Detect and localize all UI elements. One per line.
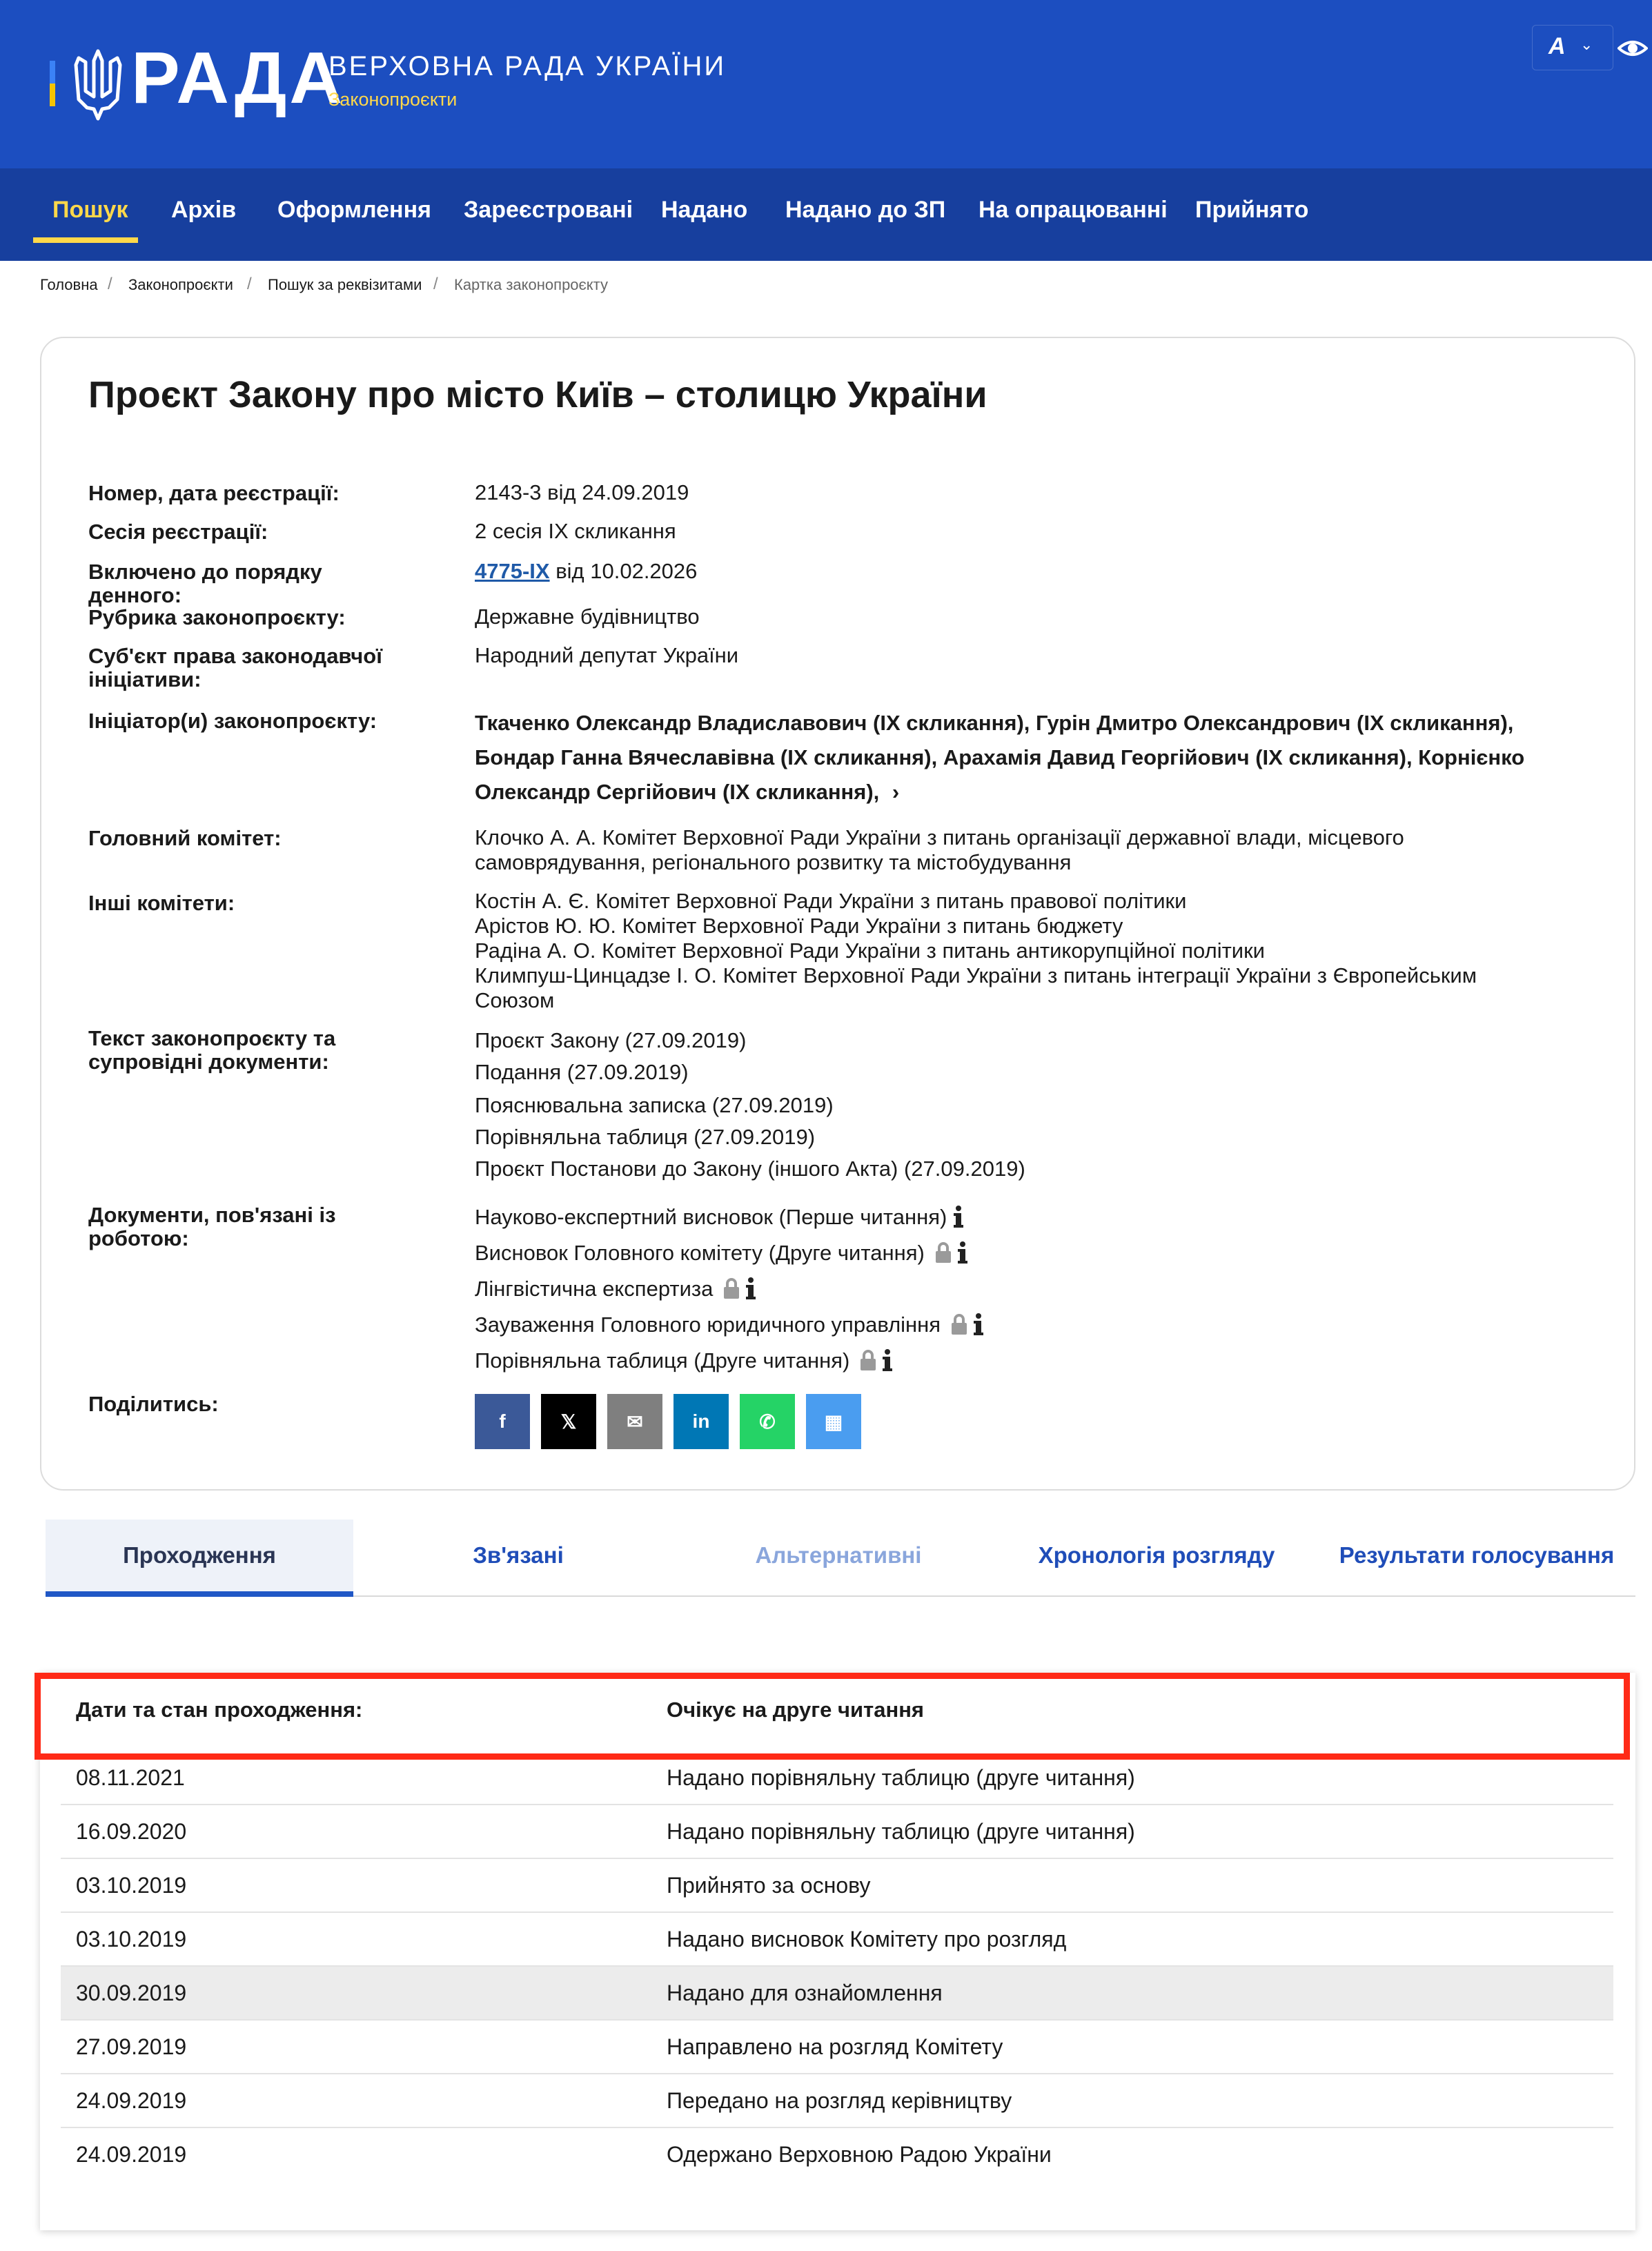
- info-icon[interactable]: [883, 1348, 892, 1372]
- session-label: Сесія реєстрації:: [88, 520, 268, 544]
- info-icon[interactable]: [974, 1313, 983, 1336]
- info-icon[interactable]: [954, 1205, 963, 1228]
- whatsapp-icon: ✆: [740, 1394, 795, 1449]
- info-icon[interactable]: [958, 1241, 967, 1264]
- agenda-label: Включено до порядку денного:: [88, 560, 322, 607]
- page-title: Проєкт Закону про місто Київ – столицю України: [88, 374, 987, 415]
- info-icon[interactable]: [746, 1277, 756, 1300]
- row-status: Одержано Верховною Радою України: [667, 2142, 1052, 2167]
- other-committees-label: Інші комітети:: [88, 891, 235, 915]
- row-date: 16.09.2020: [76, 1819, 187, 1844]
- subject-value: Народний депутат України: [475, 643, 739, 667]
- row-status: Передано на розгляд керівництву: [667, 2088, 1012, 2113]
- breadcrumb-bills[interactable]: Законопроєкти: [128, 276, 233, 293]
- breadcrumb-current: Картка законопроєкту: [454, 276, 608, 293]
- x-icon: 𝕏: [541, 1394, 596, 1449]
- tab-alternative[interactable]: Альтернативні: [755, 1542, 922, 1568]
- eye-accessibility-icon[interactable]: [1617, 36, 1648, 61]
- share-facebook-button[interactable]: [475, 1394, 530, 1449]
- related-doc-item: [475, 1277, 756, 1301]
- chevron-down-icon: ⌄: [1580, 36, 1593, 53]
- logo-text[interactable]: РАДА: [131, 37, 345, 119]
- related-docs-label: Документи, пов'язані із роботою:: [88, 1203, 336, 1250]
- initiators-line: Бондар Ганна Вячеславівна (IX скликання), Арахамія Давид Георгійович (IX скликання), Корнієнко: [475, 745, 1525, 769]
- tab-progress[interactable]: Проходження: [46, 1520, 353, 1597]
- tab-chronology[interactable]: Хронологія розгляду: [1038, 1542, 1275, 1568]
- font-size-toggle[interactable]: [1532, 25, 1613, 70]
- nav-item-archive[interactable]: Архів: [171, 197, 237, 223]
- other-committee-item: Радіна А. О. Комітет Верховної Ради України з питань антикорупційної політики: [475, 938, 1265, 963]
- facebook-icon: f: [475, 1394, 530, 1449]
- agenda-link[interactable]: 4775-IX: [475, 559, 550, 583]
- agenda-date: від 10.02.2026: [549, 559, 698, 583]
- other-committee-item: Арістов Ю. Ю. Комітет Верховної Ради України з питань бюджету: [475, 914, 1123, 938]
- texts-label: Текст законопроєкту та супровідні документи:: [88, 1026, 336, 1074]
- lock-icon: [861, 1350, 876, 1370]
- site-subtitle[interactable]: Законопроєкти: [328, 89, 458, 110]
- related-doc-item: [475, 1205, 963, 1230]
- related-doc-link[interactable]: Науково-експертний висновок (Перше читання): [475, 1205, 947, 1229]
- breadcrumb-separator: /: [108, 275, 112, 293]
- tab-active-indicator: [46, 1591, 353, 1597]
- row-status: Надано порівняльну таблицю (друге читання): [667, 1765, 1135, 1790]
- nav-item-formatting[interactable]: Оформлення: [277, 197, 431, 223]
- row-status: Надано для ознайомлення: [667, 1980, 943, 2005]
- breadcrumb-home[interactable]: Головна: [40, 276, 98, 293]
- table-row: [61, 1967, 1613, 2021]
- highlight-box: [35, 1673, 1630, 1760]
- related-doc-link[interactable]: Зауваження Головного юридичного управління: [475, 1313, 941, 1337]
- row-date: 30.09.2019: [76, 1980, 187, 2005]
- related-doc-item: [475, 1313, 983, 1337]
- qr-code-icon: ▦: [806, 1394, 861, 1449]
- breadcrumb-separator: /: [433, 275, 438, 293]
- row-status: Надано порівняльну таблицю (друге читання): [667, 1819, 1135, 1844]
- lock-icon: [952, 1314, 967, 1335]
- lock-icon: [724, 1278, 739, 1299]
- table-row: [61, 1859, 1613, 1913]
- table-row: [61, 2021, 1613, 2074]
- agenda-value: [475, 559, 697, 584]
- other-committee-item: Климпуш-Цинцадзе І. О. Комітет Верховної Ради України з питань інтеграції України з Європейським: [475, 963, 1477, 987]
- row-status: Направлено на розгляд Комітету: [667, 2034, 1003, 2059]
- flag-bar: [50, 61, 55, 106]
- nav-item-search[interactable]: Пошук: [52, 197, 128, 223]
- related-doc-link[interactable]: Висновок Головного комітету (Друге читання): [475, 1241, 925, 1265]
- related-doc-item: [475, 1241, 967, 1266]
- text-doc-link[interactable]: Проєкт Постанови до Закону (іншого Акта) (27.09.2019): [475, 1157, 1025, 1181]
- initiators-line: Ткаченко Олександр Владиславович (IX скликання), Гурін Дмитро Олександрович (IX скликання),: [475, 711, 1514, 735]
- table-row: [61, 2128, 1613, 2182]
- related-doc-item: [475, 1348, 892, 1373]
- font-size-label: A: [1548, 33, 1566, 59]
- row-date: 24.09.2019: [76, 2142, 187, 2167]
- text-doc-link[interactable]: Порівняльна таблиця (27.09.2019): [475, 1125, 816, 1149]
- table-row: [61, 1805, 1613, 1859]
- site-title[interactable]: ВЕРХОВНА РАДА УКРАЇНИ: [328, 51, 727, 81]
- row-status: Надано висновок Комітету про розгляд: [667, 1927, 1067, 1952]
- trident-logo-icon: [72, 48, 124, 121]
- other-committee-item: Союзом: [475, 988, 555, 1012]
- row-date: 24.09.2019: [76, 2088, 187, 2113]
- rubric-value: Державне будівництво: [475, 604, 700, 629]
- breadcrumb-search-by-details[interactable]: Пошук за реквізитами: [268, 276, 422, 293]
- tab-related[interactable]: Зв'язані: [473, 1542, 564, 1568]
- progress-header-label: Дати та стан проходження:: [76, 1698, 363, 1722]
- text-doc-link[interactable]: Проєкт Закону (27.09.2019): [475, 1028, 747, 1052]
- nav-item-submitted[interactable]: Надано: [661, 197, 748, 223]
- table-row: [61, 1751, 1613, 1805]
- linkedin-icon: in: [673, 1394, 729, 1449]
- main-committee-label: Головний комітет:: [88, 826, 282, 850]
- initiators-line: [475, 780, 899, 805]
- number-value: 2143-3 від 24.09.2019: [475, 480, 689, 504]
- number-label: Номер, дата реєстрації:: [88, 481, 340, 505]
- progress-header-status: Очікує на друге читання: [667, 1698, 925, 1722]
- share-email-button[interactable]: [607, 1394, 662, 1449]
- row-date: 03.10.2019: [76, 1873, 187, 1898]
- row-date: 03.10.2019: [76, 1927, 187, 1952]
- session-value: 2 сесія IX скликання: [475, 519, 676, 543]
- chevron-right-icon[interactable]: ›: [892, 780, 900, 804]
- row-date: 08.11.2021: [76, 1765, 185, 1790]
- rubric-label: Рубрика законопроєкту:: [88, 605, 346, 629]
- text-doc-link[interactable]: Подання (27.09.2019): [475, 1060, 689, 1084]
- email-icon: ✉: [607, 1394, 662, 1449]
- main-committee-line: Клочко А. А. Комітет Верховної Ради України з питань організації державної влади, місцевого: [475, 825, 1404, 849]
- share-x-button[interactable]: [541, 1394, 596, 1449]
- nav-item-in-processing[interactable]: На опрацюванні: [979, 197, 1168, 223]
- initiators-text: Олександр Сергійович (IX скликання),: [475, 780, 880, 804]
- table-row: [61, 2074, 1613, 2128]
- breadcrumb-separator: /: [247, 275, 252, 293]
- share-label: Поділитись:: [88, 1392, 219, 1416]
- subject-label: Суб'єкт права законодавчої ініціативи:: [88, 644, 382, 691]
- main-committee-line: самоврядування, регіонального розвитку та містобудування: [475, 850, 1072, 874]
- nav-item-submitted-to-zp[interactable]: Надано до ЗП: [785, 197, 946, 223]
- row-date: 27.09.2019: [76, 2034, 187, 2059]
- other-committee-item: Костін А. Є. Комітет Верховної Ради України з питань правової політики: [475, 889, 1187, 913]
- tab-voting-results[interactable]: Результати голосування: [1339, 1542, 1615, 1568]
- share-whatsapp-button[interactable]: [740, 1394, 795, 1449]
- initiators-label: Ініціатор(и) законопроєкту:: [88, 709, 377, 733]
- text-doc-link[interactable]: Пояснювальна записка (27.09.2019): [475, 1093, 834, 1117]
- share-linkedin-button[interactable]: [673, 1394, 729, 1449]
- row-status: Прийнято за основу: [667, 1873, 871, 1898]
- share-qr-button[interactable]: [806, 1394, 861, 1449]
- related-doc-link[interactable]: Порівняльна таблиця (Друге читання): [475, 1348, 850, 1373]
- nav-item-adopted[interactable]: Прийнято: [1195, 197, 1309, 223]
- nav-item-registered[interactable]: Зареєстровані: [464, 197, 633, 223]
- table-row: [61, 1913, 1613, 1967]
- related-doc-link[interactable]: Лінгвістична експертиза: [475, 1277, 714, 1301]
- nav-active-indicator: [33, 237, 138, 243]
- lock-icon: [936, 1242, 951, 1263]
